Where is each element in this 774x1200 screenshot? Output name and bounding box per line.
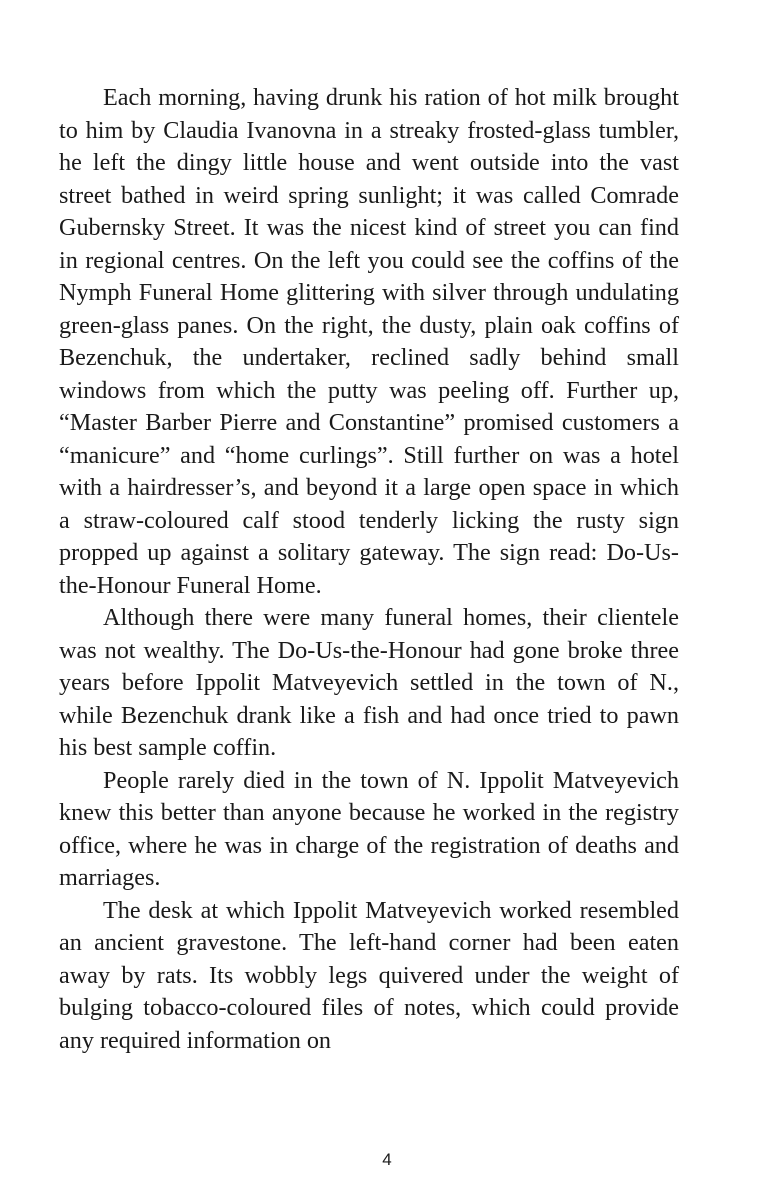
page-number: 4	[382, 1150, 392, 1169]
paragraph-3: People rarely died in the town of N. Ippolit Matveyevich knew this better than anyone because he worked in the registry office, where he was in charge of the registration of deaths and marriages.	[59, 766, 679, 891]
paragraph-1: Each morning, having drunk his ration of hot milk brought to him by Claudia Ivanovna in a streaky frosted-glass tumbler, he left the dingy little house and went outside into the vast street bathed in weird spring sunlight; it was called Comrade Gubernsky Street. It was the nicest kind of street you can find in regional centres. On the left you could see the coffins of the Nymph Funeral Home glittering with silver through undulating green-glass panes. On the right, the dusty, plain oak coffins of Bezenchuk, the undertaker, reclined sadly behind small windows from which the putty was peeling off. Further up, “Master Barber Pierre and Constantine” promised customers a “manicure” and “home curlings”. Still further on was a hotel with a hairdresser’s, and beyond it a large open space in which a straw-coloured calf stood tenderly licking the rusty sign propped up against a solitary gateway. The sign read: Do-Us-the-Honour Funeral Home.	[59, 84, 679, 599]
paragraph-4: The desk at which Ippolit Matveyevich worked resembled an ancient gravestone. The left-hand corner had been eaten away by rats. Its wobbly legs quivered under the weight of bulging tobacco-coloured files of notes, which could provide any required information on	[59, 896, 679, 1054]
paragraph-2: Although there were many funeral homes, their clientele was not wealthy. The Do-Us-the-Honour had gone broke three years before Ippolit Matveyevich settled in the town of N., while Bezenchuk drank like a fish and had once tried to pawn his best sample coffin.	[59, 604, 679, 761]
page-body	[59, 82, 679, 1057]
